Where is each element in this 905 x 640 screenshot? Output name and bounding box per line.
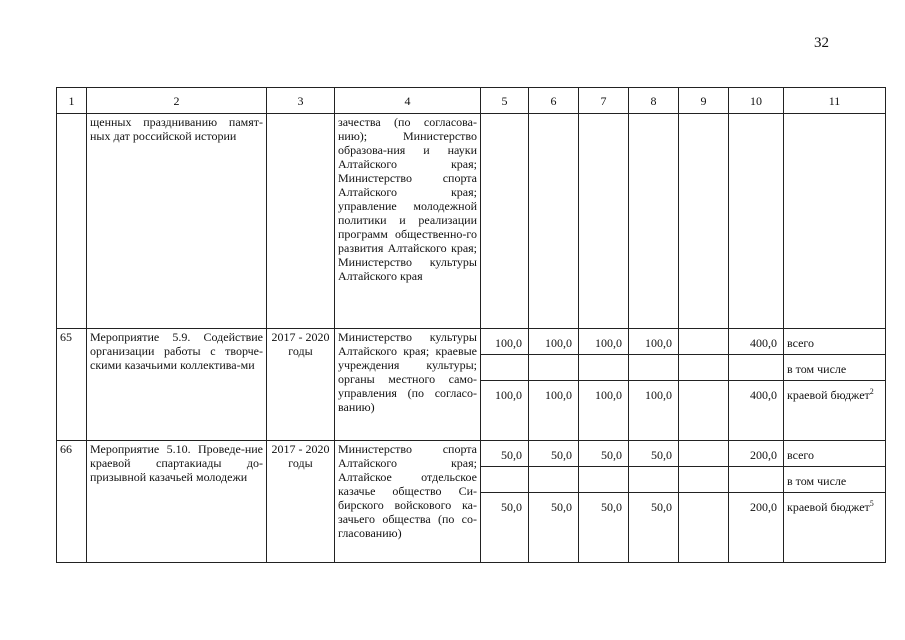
sum-cell: 400,0 xyxy=(729,381,784,441)
column-header: 1 xyxy=(57,88,87,114)
measure-name: щенных праздниванию памят-ных дат российской истории xyxy=(87,114,267,329)
value-cell: 50,0 xyxy=(579,441,629,467)
value-cell: 50,0 xyxy=(629,441,679,467)
value-cell xyxy=(679,381,729,441)
value-cell: 100,0 xyxy=(579,381,629,441)
value-cell: 100,0 xyxy=(481,329,529,355)
value-cell: 100,0 xyxy=(481,381,529,441)
sum-cell: 400,0 xyxy=(729,329,784,355)
value-cell: 50,0 xyxy=(481,441,529,467)
funding-source: в том числе xyxy=(784,355,886,381)
row-number: 66 xyxy=(57,441,87,563)
row-number: 65 xyxy=(57,329,87,441)
value-cell xyxy=(679,441,729,467)
value-cell: 50,0 xyxy=(529,493,579,563)
value-cell xyxy=(679,329,729,355)
column-header: 8 xyxy=(629,88,679,114)
column-header: 7 xyxy=(579,88,629,114)
value-cell: 100,0 xyxy=(629,329,679,355)
value-cell: 100,0 xyxy=(629,381,679,441)
value-cell xyxy=(679,493,729,563)
program-table xyxy=(56,87,886,563)
period: 2017 - 2020 годы xyxy=(267,329,335,441)
value-cell: 50,0 xyxy=(629,493,679,563)
period: 2017 - 2020 годы xyxy=(267,441,335,563)
funding-source xyxy=(784,493,886,563)
column-header: 4 xyxy=(335,88,481,114)
funding-source xyxy=(784,381,886,441)
column-header: 6 xyxy=(529,88,579,114)
value-cell: 100,0 xyxy=(579,329,629,355)
value-cell: 50,0 xyxy=(529,441,579,467)
executors: зачества (по согласова-нию); Министерство образова-ния и науки Алтайского края; Министерство спорта Алтайского края; управление молодежной политики и реализации программ общественно-го развития Алтайского края; Министерство культуры Алтайского края xyxy=(335,114,481,329)
funding-source: всего xyxy=(784,329,886,355)
column-header: 2 xyxy=(87,88,267,114)
value-cell: 50,0 xyxy=(579,493,629,563)
page-number: 32 xyxy=(814,35,829,51)
sum-cell: 200,0 xyxy=(729,441,784,467)
column-header: 9 xyxy=(679,88,729,114)
table-row xyxy=(57,329,886,355)
value-cell: 50,0 xyxy=(481,493,529,563)
measure-name: Мероприятие 5.9. Содействие организации работы с творче-скими казачьими коллектива-ми xyxy=(87,329,267,441)
column-header: 5 xyxy=(481,88,529,114)
executors: Министерство спорта Алтайского края; Алтайское отдельское казачье общество Си-бирского войскового ка-зачьего общества (по со-гласованию) xyxy=(335,441,481,563)
funding-source-label: краевой бюджет xyxy=(787,388,870,402)
column-header-row xyxy=(57,88,886,114)
column-header: 11 xyxy=(784,88,886,114)
funding-source: в том числе xyxy=(784,467,886,493)
executors: Министерство культуры Алтайского края; краевые учреждения культуры; органы местного само-управления (по согласо-ванию) xyxy=(335,329,481,441)
measure-name: Мероприятие 5.10. Проведе-ние краевой спартакиады до-призывной казачьей молодежи xyxy=(87,441,267,563)
column-header: 10 xyxy=(729,88,784,114)
funding-source-label: краевой бюджет xyxy=(787,500,870,514)
sum-cell: 200,0 xyxy=(729,493,784,563)
footnote-mark: 5 xyxy=(869,499,874,508)
footnote-mark: 2 xyxy=(869,387,874,396)
value-cell: 100,0 xyxy=(529,329,579,355)
table-row xyxy=(57,441,886,467)
column-header: 3 xyxy=(267,88,335,114)
value-cell: 100,0 xyxy=(529,381,579,441)
funding-source: всего xyxy=(784,441,886,467)
table-row-continued xyxy=(57,114,886,329)
